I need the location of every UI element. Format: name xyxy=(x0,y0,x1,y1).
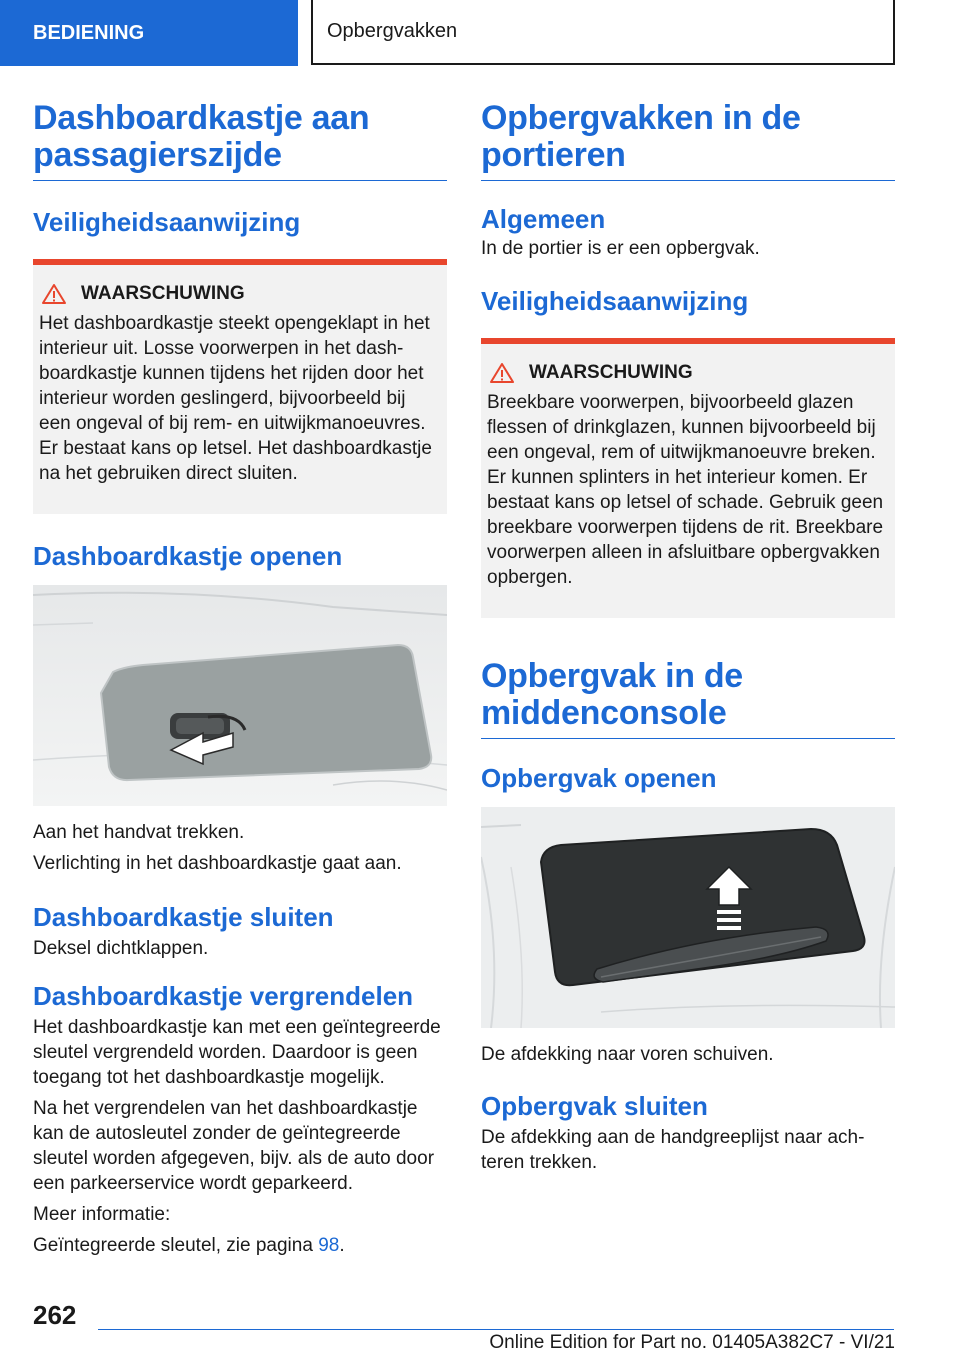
glovebox-close-text: Deksel dichtklappen. xyxy=(33,938,209,959)
reference-text: Geïntegreerde sleutel, zie pagina xyxy=(33,1235,319,1256)
right-warning-box xyxy=(481,338,895,618)
console-open-text: De afdekking naar voren schuiven. xyxy=(481,1044,774,1065)
left-warning-label: WAARSCHUWING xyxy=(81,283,245,304)
glovebox-lock-text-1: Het dashboardkastje kan met een geïntegreerde sleutel vergrendeld worden. Daardoor is geen toegang tot het dashboardkastje mogelijk. xyxy=(33,1017,441,1088)
warning-triangle-icon xyxy=(489,362,515,384)
page-number: 262 xyxy=(33,1300,77,1330)
right-column xyxy=(481,100,895,1175)
edition-text: Online Edition for Part no. 01405A382C7 - VI/21 xyxy=(489,1332,895,1353)
glovebox-title: Dashboardkastje aan passagierszijde xyxy=(33,100,447,181)
glovebox-open-heading: Dashboardkastje openen xyxy=(33,541,343,571)
left-warning-text: Het dashboardkastje steekt opengeklapt in het interieur uit. Losse voorwerpen in het dashboardkastje kunnen tijdens het rijden door het interieur worden geslingerd, bijvoorbeeld bij een ongeval of bij rem- en uitwijkmanoeuvres. Er bestaat kans op letsel. Het dashboardkastje na het gebruiken direct sluiten. xyxy=(39,313,432,484)
console-open-heading: Opbergvak openen xyxy=(481,763,717,793)
right-safety-heading: Veiligheidsaanwijzing xyxy=(481,286,749,316)
glovebox-lock-text-2: Na het vergrendelen van het dashboardkastje kan de autosleutel zonder de geïntegreerde sleutel worden afgegeven, bijv. als de auto door een parkeerservice wordt geparkeerd. xyxy=(33,1098,435,1194)
footer-divider xyxy=(98,1329,894,1330)
general-heading: Algemeen xyxy=(481,204,606,234)
warning-triangle-icon xyxy=(41,283,67,305)
page-98-link[interactable]: 98 xyxy=(318,1235,340,1256)
right-warning-title xyxy=(487,362,887,384)
left-warning-title xyxy=(39,283,439,305)
right-warning-text: Breekbare voorwerpen, bijvoorbeeld glazen flessen of drinkglazen, kunnen bijvoorbeeld bij een ongeval, rem of uitwijkmanoeuvre breken. Er kunnen splinters in het interieur komen. Er bestaat kans op letsel of schade. Gebruik geen breekbare voorwerpen tijdens de rit. Breekbare voorwerpen alleen in afsluitbare opbergvakken opbergen. xyxy=(487,392,884,588)
general-text: In de portier is er een opbergvak. xyxy=(481,238,760,259)
section-header xyxy=(311,0,895,65)
chapter-tab xyxy=(0,0,298,66)
section-label: Opbergvakken xyxy=(327,20,458,42)
glovebox-close-heading: Dashboardkastje sluiten xyxy=(33,902,334,932)
console-illustration xyxy=(481,807,895,1028)
glovebox-open-figure xyxy=(33,585,447,806)
console-close-text: De afdekking aan de handgreeplijst naar achteren trekken. xyxy=(481,1127,865,1173)
more-info-label: Meer informatie: xyxy=(33,1204,171,1225)
center-console-title: Opbergvak in de middenconsole xyxy=(481,658,895,739)
left-safety-heading: Veiligheidsaanwijzing xyxy=(33,207,301,237)
door-pockets-title: Opbergvakken in de portieren xyxy=(481,100,895,181)
right-warning-label: WAARSCHUWING xyxy=(529,362,693,383)
left-column xyxy=(33,100,447,1258)
glovebox-open-step-1: Aan het handvat trekken. xyxy=(33,822,245,843)
console-close-heading: Opbergvak sluiten xyxy=(481,1091,708,1121)
reference-end: . xyxy=(339,1235,345,1256)
chapter-label: BEDIENING xyxy=(33,21,145,44)
glovebox-open-step-2: Verlichting in het dashboardkastje gaat aan. xyxy=(33,853,402,874)
glovebox-lock-heading: Dashboardkastje vergrendelen xyxy=(33,981,414,1011)
glovebox-illustration xyxy=(33,585,447,806)
integrated-key-reference xyxy=(33,1233,447,1258)
console-open-figure xyxy=(481,807,895,1028)
left-warning-box xyxy=(33,259,447,514)
